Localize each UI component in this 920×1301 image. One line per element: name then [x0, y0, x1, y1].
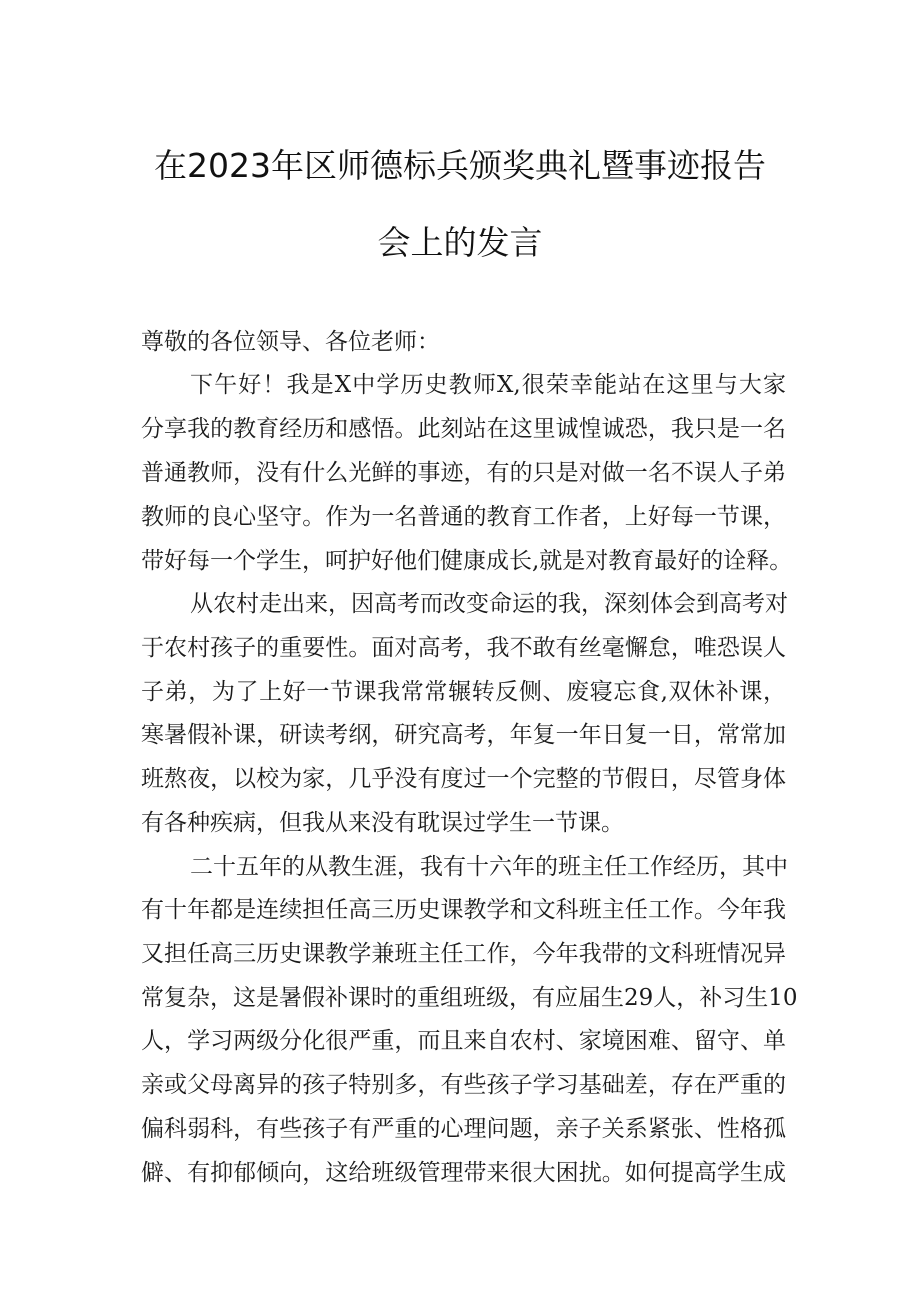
body-line: 普通教师，没有什么光鲜的事迹，有的只是对做一名不误人子弟 [141, 460, 786, 486]
body-line: 二十五年的从教生涯，我有十六年的班主任工作经历，其中 [190, 854, 788, 880]
body-line: 人，学习两级分化很严重，而且来自农村、家境困难、留守、单 [141, 1028, 786, 1054]
body-line: 带好每一个学生，呵护好他们健康成长,就是对教育最好的诠释。 [141, 548, 793, 574]
body-line: 僻、有抑郁倾向，这给班级管理带来很大困扰。如何提高学生成 [141, 1160, 786, 1186]
document-title-line-1: 在2023年区师德标兵颁奖典礼暨事迹报告 [154, 146, 766, 185]
body-line: 从农村走出来，因高考而改变命运的我，深刻体会到高考对 [190, 591, 788, 617]
body-line: 分享我的教育经历和感悟。此刻站在这里诚惶诚恐，我只是一名 [141, 416, 786, 442]
body-line: 子弟，为了上好一节课我常常辗转反侧、废寝忘食,双休补课， [141, 679, 786, 705]
body-line: 教师的良心坚守。作为一名普通的教育工作者，上好每一节课， [141, 504, 786, 530]
body-line: 下午好！我是X中学历史教师X,很荣幸能站在这里与大家 [190, 372, 786, 398]
body-line: 班熬夜，以校为家，几乎没有度过一个完整的节假日，尽管身体 [141, 766, 786, 792]
body-line: 亲或父母离异的孩子特别多，有些孩子学习基础差，存在严重的 [141, 1072, 786, 1098]
body-line: 常复杂，这是暑假补课时的重组班级，有应届生29人，补习生10 [141, 985, 798, 1011]
body-line: 又担任高三历史课教学兼班主任工作，今年我带的文科班情况异 [141, 941, 786, 967]
body-line: 寒暑假补课，研读考纲，研究高考，年复一年日复一日，常常加 [141, 722, 786, 748]
document-title-line-2: 会上的发言 [377, 223, 543, 262]
body-line: 偏科弱科，有些孩子有严重的心理问题，亲子关系紧张、性格孤 [141, 1116, 786, 1142]
salutation: 尊敬的各位领导、各位老师： [141, 329, 440, 355]
body-line: 有各种疾病，但我从来没有耽误过学生一节课。 [141, 810, 624, 836]
body-line: 于农村孩子的重要性。面对高考，我不敢有丝毫懈怠，唯恐误人 [141, 635, 786, 661]
body-line: 有十年都是连续担任高三历史课教学和文科班主任工作。今年我 [141, 897, 786, 923]
